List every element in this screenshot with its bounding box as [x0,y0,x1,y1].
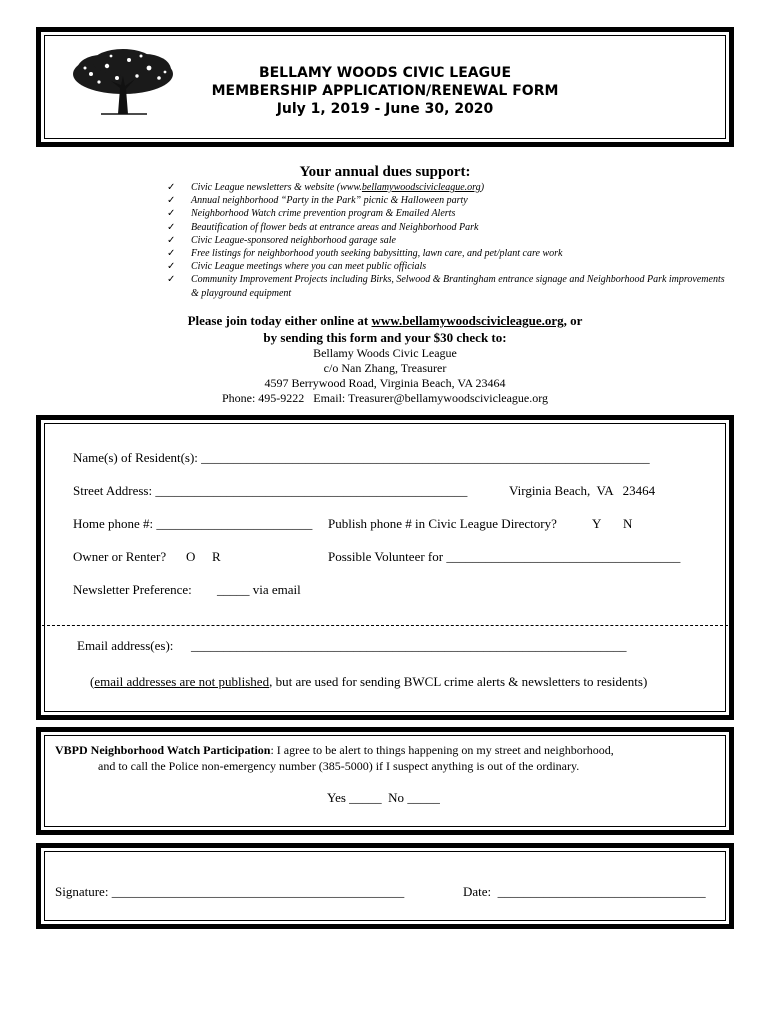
organization-name: BELLAMY WOODS CIVIC LEAGUE [258,65,512,81]
checkmark-icon: ✓ [167,234,176,246]
newsletter-email-field[interactable]: _____ via email [217,582,301,597]
neighborhood-watch-statement-cont: and to call the Police non-emergency number (385-5000) if I suspect anything is out of the ordinary. [98,759,580,773]
contact-info: Phone: 495-9222 Email: Treasurer@bellamywoodscivicleague.org [221,391,549,405]
neighborhood-watch-title: VBPD Neighborhood Watch Participation [55,743,271,757]
list-item: ✓ Community Improvement Projects including Birks, Selwood & Brantingham entrance signage and Neighborhood Park improvements & playground equipment [167,274,725,299]
email-address-field[interactable]: ___________________________________________________________________ [191,638,627,653]
checkmark-icon: ✓ [167,261,176,273]
list-item: ✓ Civic League meetings where you can meet public officials [167,261,427,273]
checkmark-icon: ✓ [167,208,176,220]
owner-renter-question: Owner or Renter? [73,549,167,564]
email-address-label: Email address(es): [77,638,174,653]
list-item: ✓ Beautification of flower beds at entrance areas and Neighborhood Park [167,221,479,233]
website-link[interactable]: www.bellamywoodscivicleague.org [371,313,564,328]
volunteer-field[interactable]: Possible Volunteer for ____________________________________ [328,549,681,564]
checkmark-icon: ✓ [167,182,176,193]
watch-yes-no-field[interactable]: Yes _____ No _____ [327,790,440,805]
owner-option[interactable]: O [186,549,196,564]
list-item: ✓ Free listings for neighborhood youth seeking babysitting, lawn care, and pet/plant care work [167,248,563,260]
signature-box [36,843,734,929]
checkmark-icon: ✓ [167,248,176,260]
resident-info-box [36,415,734,720]
mailing-address-line: c/o Nan Zhang, Treasurer [323,361,447,375]
street-address-field[interactable]: Street Address: ________________________________________________ [73,483,468,498]
dues-benefits-list [166,181,726,300]
mailing-address-line: Bellamy Woods Civic League [313,346,457,360]
dues-heading: Your annual dues support: [299,164,471,180]
list-item: ✓ Civic League newsletters & website (www.bellamywoodscivicleague.org) [167,182,485,193]
publish-no-option[interactable]: N [623,516,633,531]
publish-yes-option[interactable]: Y [592,516,602,531]
website-link[interactable]: bellamywoodscivicleague.org [361,182,481,193]
publish-phone-question: Publish phone # in Civic League Directory? [328,516,557,531]
join-instruction: Please join today either online at www.bellamywoodscivicleague.org, or [187,313,583,328]
list-item: ✓ Civic League-sponsored neighborhood garage sale [167,234,396,246]
signature-field[interactable]: Signature: _____________________________________________ [55,884,405,899]
dashed-divider [42,625,728,626]
date-field[interactable]: Date: ________________________________ [463,884,706,899]
neighborhood-watch-statement: VBPD Neighborhood Watch Participation: I agree to be alert to things happening on my street and neighborhood, [55,743,614,757]
header-box [36,27,734,147]
mailing-address-line: 4597 Berrywood Road, Virginia Beach, VA 23464 [264,376,506,390]
mail-instruction: by sending this form and your $30 check to: [263,330,507,345]
neighborhood-watch-box [36,727,734,835]
membership-period: July 1, 2019 - June 30, 2020 [276,101,494,117]
home-phone-field[interactable]: Home phone #: ________________________ [73,516,313,531]
form-title: MEMBERSHIP APPLICATION/RENEWAL FORM [211,83,559,99]
newsletter-preference-label: Newsletter Preference: [73,582,192,597]
email-privacy-note: (email addresses are not published, but are used for sending BWCL crime alerts & newsletters to residents) [90,674,648,689]
renter-option[interactable]: R [212,549,221,564]
list-item: ✓ Neighborhood Watch crime prevention program & Emailed Alerts [167,208,456,220]
city-state-zip: Virginia Beach, VA 23464 [509,483,656,498]
list-item: ✓ Annual neighborhood “Party in the Park” picnic & Halloween party [167,195,468,207]
checkmark-icon: ✓ [167,221,176,233]
names-field[interactable]: Name(s) of Resident(s): _____________________________________________________________________ [73,450,650,465]
checkmark-icon: ✓ [167,195,176,207]
checkmark-icon: ✓ [167,274,176,286]
